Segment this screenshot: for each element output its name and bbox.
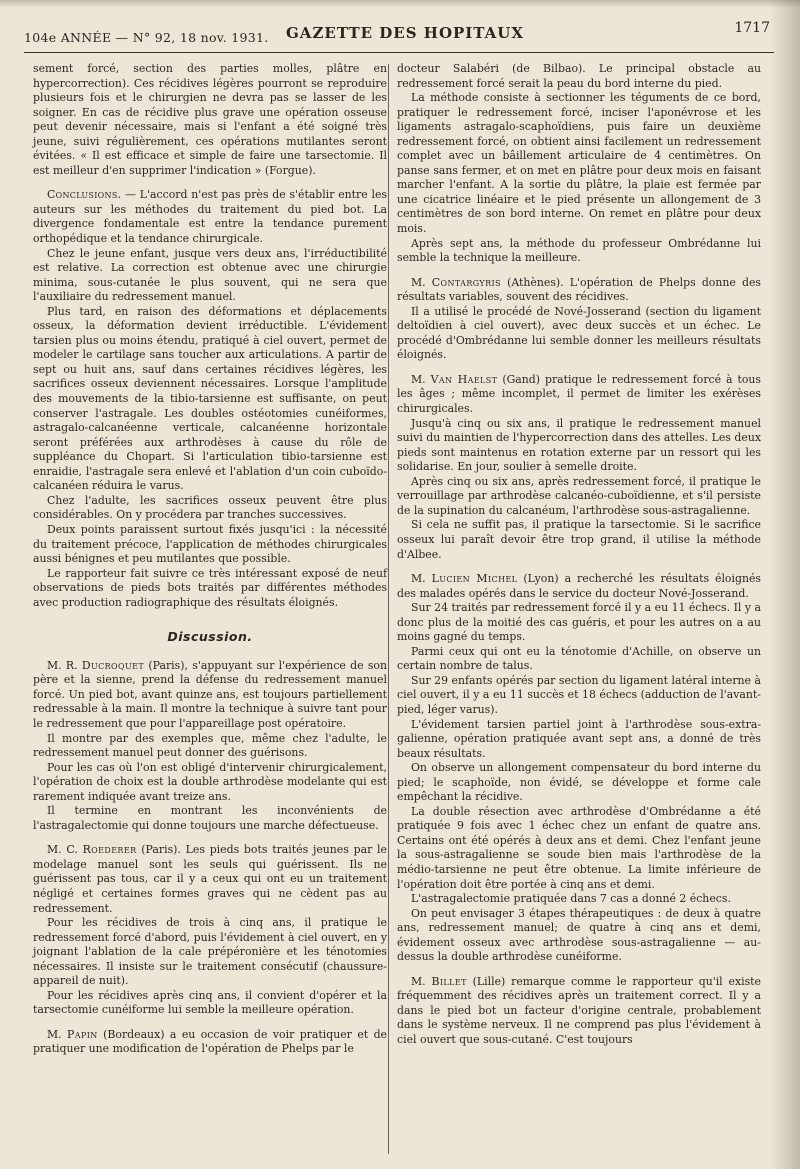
paragraph: On peut envisager 3 étapes thérapeutiques : de deux à quatre ans, redressement manuel; de quatre à cinq ans et demi, évidement osseux avec arthrodèse sous-astragalienne — au-dessus la double arthrodèse cunéiforme. <box>397 906 761 964</box>
section-heading: Discussion. <box>167 629 253 645</box>
speaker-paragraph <box>397 276 761 305</box>
paragraph: Après sept ans, la méthode du professeur Ombrédanne lui semble la technique la meilleure. <box>397 236 761 265</box>
paragraph: Pour les cas où l'on est obligé d'intervenir chirurgicalement, l'opération de choix est la double arthrodèse modelante qui est rarement indiquée avant treize ans. <box>33 760 387 803</box>
column-divider <box>388 64 389 1154</box>
paragraph-text: (Bordeaux) a eu occasion de voir pratiquer et de pratiquer une modification de l'opération de Phelps par le <box>33 1027 387 1056</box>
paragraph: Il termine en montrant les inconvénients de l'astragalectomie qui donne toujours une marche défectueuse. <box>33 804 387 832</box>
speaker-paragraph <box>33 659 387 732</box>
speaker-paragraph <box>397 975 761 1048</box>
speaker-prefix: M. <box>411 275 432 289</box>
speaker-prefix: M. <box>411 372 431 386</box>
speaker-paragraph <box>33 1028 387 1057</box>
paragraph-text: — L'accord n'est pas près de s'établir entre les auteurs sur les méthodes du traitement du pied bot. La divergence fondamentale est entre la tendance purement orthopédique et la tendance chirurgicale. <box>33 188 387 246</box>
paragraph-text: (Athènes). L'opération de Phelps donne des résultats variables, souvent des récidives. <box>397 275 762 304</box>
page-top-shadow <box>0 0 800 8</box>
paragraph-text: (Paris), s'appuyant sur l'expérience de son père et la sienne, prend la défense du redressement manuel forcé. Un pied bot, avant quinze ans, est toujours partiellement redressable à la main. Il montre la technique à suivre tant pour le redressement que pour l'appareillage post opératoire. <box>33 658 387 730</box>
paragraph: Il a utilisé le procédé de Nové-Josserand (section du ligament deltoïdien à ciel ouvert), avec deux succès et un échec. Le procédé d'Ombrédanne lui semble donner les meilleurs résultats éloignés. <box>397 304 761 362</box>
page-header <box>24 20 774 53</box>
paragraph-text: (Lille) remarque comme le rapporteur qu'il existe fréquemment des récidives après un traitement correct. Il y a dans le pied bot un facteur d'origine centrale, probablement dans le système nerveux. Il ne comprend pas plus l'évidement à ciel ouvert que sous-cutané. C'est toujours <box>397 974 761 1046</box>
paragraph: La méthode consiste à sectionner les téguments de ce bord, pratiquer le redressement forcé, inciser l'aponévrose et les ligaments astragalo-scaphoïdiens, puis faire un deuxième redressement forcé, on obtient ainsi facilement un redressement complet avec un bâillement articulaire de 4 centimètres. On panse sans fermer, et on met en plâtre pour deux mois en faisant marcher l'enfant. A la sortie du plâtre, la plaie est fermée par une cicatrice linéaire et le pied présente un allongement de 3 centimètres de son bord interne. On remet en plâtre pour deux mois. <box>397 91 761 236</box>
paragraph: Sur 29 enfants opérés par section du ligament latéral interne à ciel ouvert, il y a eu 11 succès et 18 échecs (adduction de l'avant-pied, léger varus). <box>397 673 761 716</box>
speaker-paragraph <box>397 572 761 601</box>
speaker-name: Papin <box>67 1027 98 1041</box>
paragraph: Chez l'adulte, les sacrifices osseux peuvent être plus considérables. On y procédera par tranches successives. <box>33 493 387 522</box>
run-in-heading: Conclusions. <box>47 188 122 202</box>
paragraph-text: (Gand) pratique le redressement forcé à tous les âges ; même incomplet, il permet de limiter les exérèses chirurgicales. <box>397 372 761 416</box>
paragraph: La double résection avec arthrodèse d'Ombrédanne a été pratiquée 9 fois avec 1 échec chez un enfant de quatre ans. Certains ont été opérés à deux ans et demi. Chez l'enfant jeune la sous-astragalienne se soude bien mais l'arthrodèse de la médio-tarsienne ne peut être obtenue. La limite inférieure de l'opération doit être portée à cinq ans et demi. <box>397 804 761 891</box>
speaker-paragraph <box>397 373 761 417</box>
speaker-name: Lucien Michel <box>431 572 518 586</box>
paragraph: Chez le jeune enfant, jusque vers deux ans, l'irréductibilité est relative. La correction est obtenue avec une chirurgie minima, sous-cutanée le plus souvent, qui ne sera que l'auxiliaire du redressement manuel. <box>33 246 387 304</box>
paragraph: docteur Salabéri (de Bilbao). Le principal obstacle au redressement forcé serait la peau du bord interne du pied. <box>397 62 761 90</box>
paragraph: Si cela ne suffit pas, il pratique la tarsectomie. Si le sacrifice osseux lui paraît devoir être trop grand, il utilise la méthode d'Albee. <box>397 518 761 561</box>
speaker-prefix: M. R. <box>47 658 82 672</box>
paragraph: Parmi ceux qui ont eu la ténotomie d'Achille, on observe un certain nombre de talus. <box>397 644 761 673</box>
speaker-prefix: M. <box>411 572 432 586</box>
paragraph: Plus tard, en raison des déformations et déplacements osseux, la déformation devient irréductible. L'évidement tarsien plus ou moins étendu, pratiqué à ciel ouvert, permet de modeler le cartilage sans toucher aux articulations. A partir de sept ou huit ans, sauf dans certaines récidives légères, les sacrifices osseux deviennent nécessaires. Lorsque l'amplitude des mouvements de la tibio-tarsienne est suffisante, on peut conserver l'astragale. Les doubles ostéotomies cunéiformes, astragalo-calcanéenne verticale, calcanéenne horizontale seront préférées aux arthrodèses à cause du rôle de suppléance du Chopart. Si l'articulation tibio-tarsienne est enraidie, l'astragale sera enlevé et l'ablation d'un coin cuboïdo-calcanéen réduira le varus. <box>33 304 387 493</box>
paragraph: sement forcé, section des parties molles, plâtre en hypercorrection). Ces récidives légères pourront se reproduire plusieurs fois et le chirurgien ne devra pas se lasser de les soigner. En cas de récidive plus grave une opération osseuse peut devenir nécessaire, mais si l'enfant a été soigné très jeune, suivi régulièrement, ces opérations mutilantes seront évitées. « Il est efficace et simple de faire une tarsectomie. Il est meilleur d'en supprimer l'indication » (Forgue). <box>33 62 387 177</box>
speaker-prefix: M. <box>411 974 432 988</box>
paragraph: On observe un allongement compensateur du bord interne du pied; le scaphoïde, non évidé, se développe et forme cale empêchant la récidive. <box>397 761 761 804</box>
left-column <box>33 62 387 1057</box>
paragraph: Le rapporteur fait suivre ce très intéressant exposé de neuf observations de pieds bots traités par différentes méthodes avec production radiographique des résultats éloignés. <box>33 566 387 609</box>
speaker-paragraph <box>33 843 387 916</box>
paragraph: L'astragalectomie pratiquée dans 7 cas a donné 2 échecs. <box>411 892 731 906</box>
paragraph: L'évidement tarsien partiel joint à l'arthrodèse sous-extra-galienne, opération pratiquée avant sept ans, a donné de très beaux résultats. <box>397 717 761 760</box>
paragraph: Jusqu'à cinq ou six ans, il pratique le redressement manuel suivi du maintien de l'hypercorrection dans des attelles. Les deux pieds sont maintenus en rotation externe par un ressort qui les solidarise. En jour, soulier à semelle droite. <box>397 416 761 474</box>
page-edge-shadow <box>770 0 800 1169</box>
speaker-name: Billet <box>431 974 467 988</box>
issue-info: 104e ANNÉE — N° 92, 18 nov. 1931. <box>24 30 269 45</box>
speaker-name: Contargyris <box>431 275 501 289</box>
right-column <box>397 62 761 1048</box>
speaker-name: Van Haelst <box>430 372 498 386</box>
paragraph: Pour les récidives de trois à cinq ans, il pratique le redressement forcé d'abord, puis l'évidement à ciel ouvert, en y joignant l'ablation de la cale prépéronière et les ténotomies nécessaires. Il insiste sur le traitement consécutif (chaussure-appareil de nuit). <box>33 916 387 988</box>
paragraph: Sur 24 traités par redressement forcé il y a eu 11 échecs. Il y a donc plus de la moitié des cas guéris, et pour les autres on a au moins gagné du temps. <box>397 601 761 644</box>
speaker-name: Roederer <box>82 843 137 857</box>
speaker-prefix: M. C. <box>47 843 83 857</box>
paragraph: Il montre par des exemples que, même chez l'adulte, le redressement manuel peut donner des guérisons. <box>33 731 387 760</box>
paragraph: Deux points paraissent surtout fixés jusqu'ici : la nécessité du traitement précoce, l'application de méthodes chirurgicales aussi bénignes et peu mutilantes que possible. <box>33 522 387 566</box>
paragraph: Pour les récidives après cinq ans, il convient d'opérer et la tarsectomie cunéiforme lui semble la meilleure opération. <box>33 988 387 1017</box>
speaker-name: Ducroquet <box>81 658 145 672</box>
page-number: 1717 <box>734 20 770 36</box>
paragraph-text: (Paris). Les pieds bots traités jeunes par le modelage manuel sont les seuls qui guérissent. Ils ne guérissent pas tous, car il y a ceux qui ont eu un traitement négligé et certaines formes graves qui ne cèdent pas au redressement. <box>33 843 387 915</box>
journal-title: GAZETTE DES HOPITAUX <box>286 24 525 42</box>
paragraph-text: (Lyon) a recherché les résultats éloignés des malades opérés dans le service du docteur Nové-Josserand. <box>397 572 761 600</box>
speaker-prefix: M. <box>47 1027 68 1041</box>
conclusions-paragraph <box>33 188 387 246</box>
paragraph: Après cinq ou six ans, après redressement forcé, il pratique le verrouillage par arthrodèse calcanéo-cuboïdienne, et s'il persiste de la supination du calcanéum, l'arthrodèse sous-astragalienne. <box>397 474 761 517</box>
